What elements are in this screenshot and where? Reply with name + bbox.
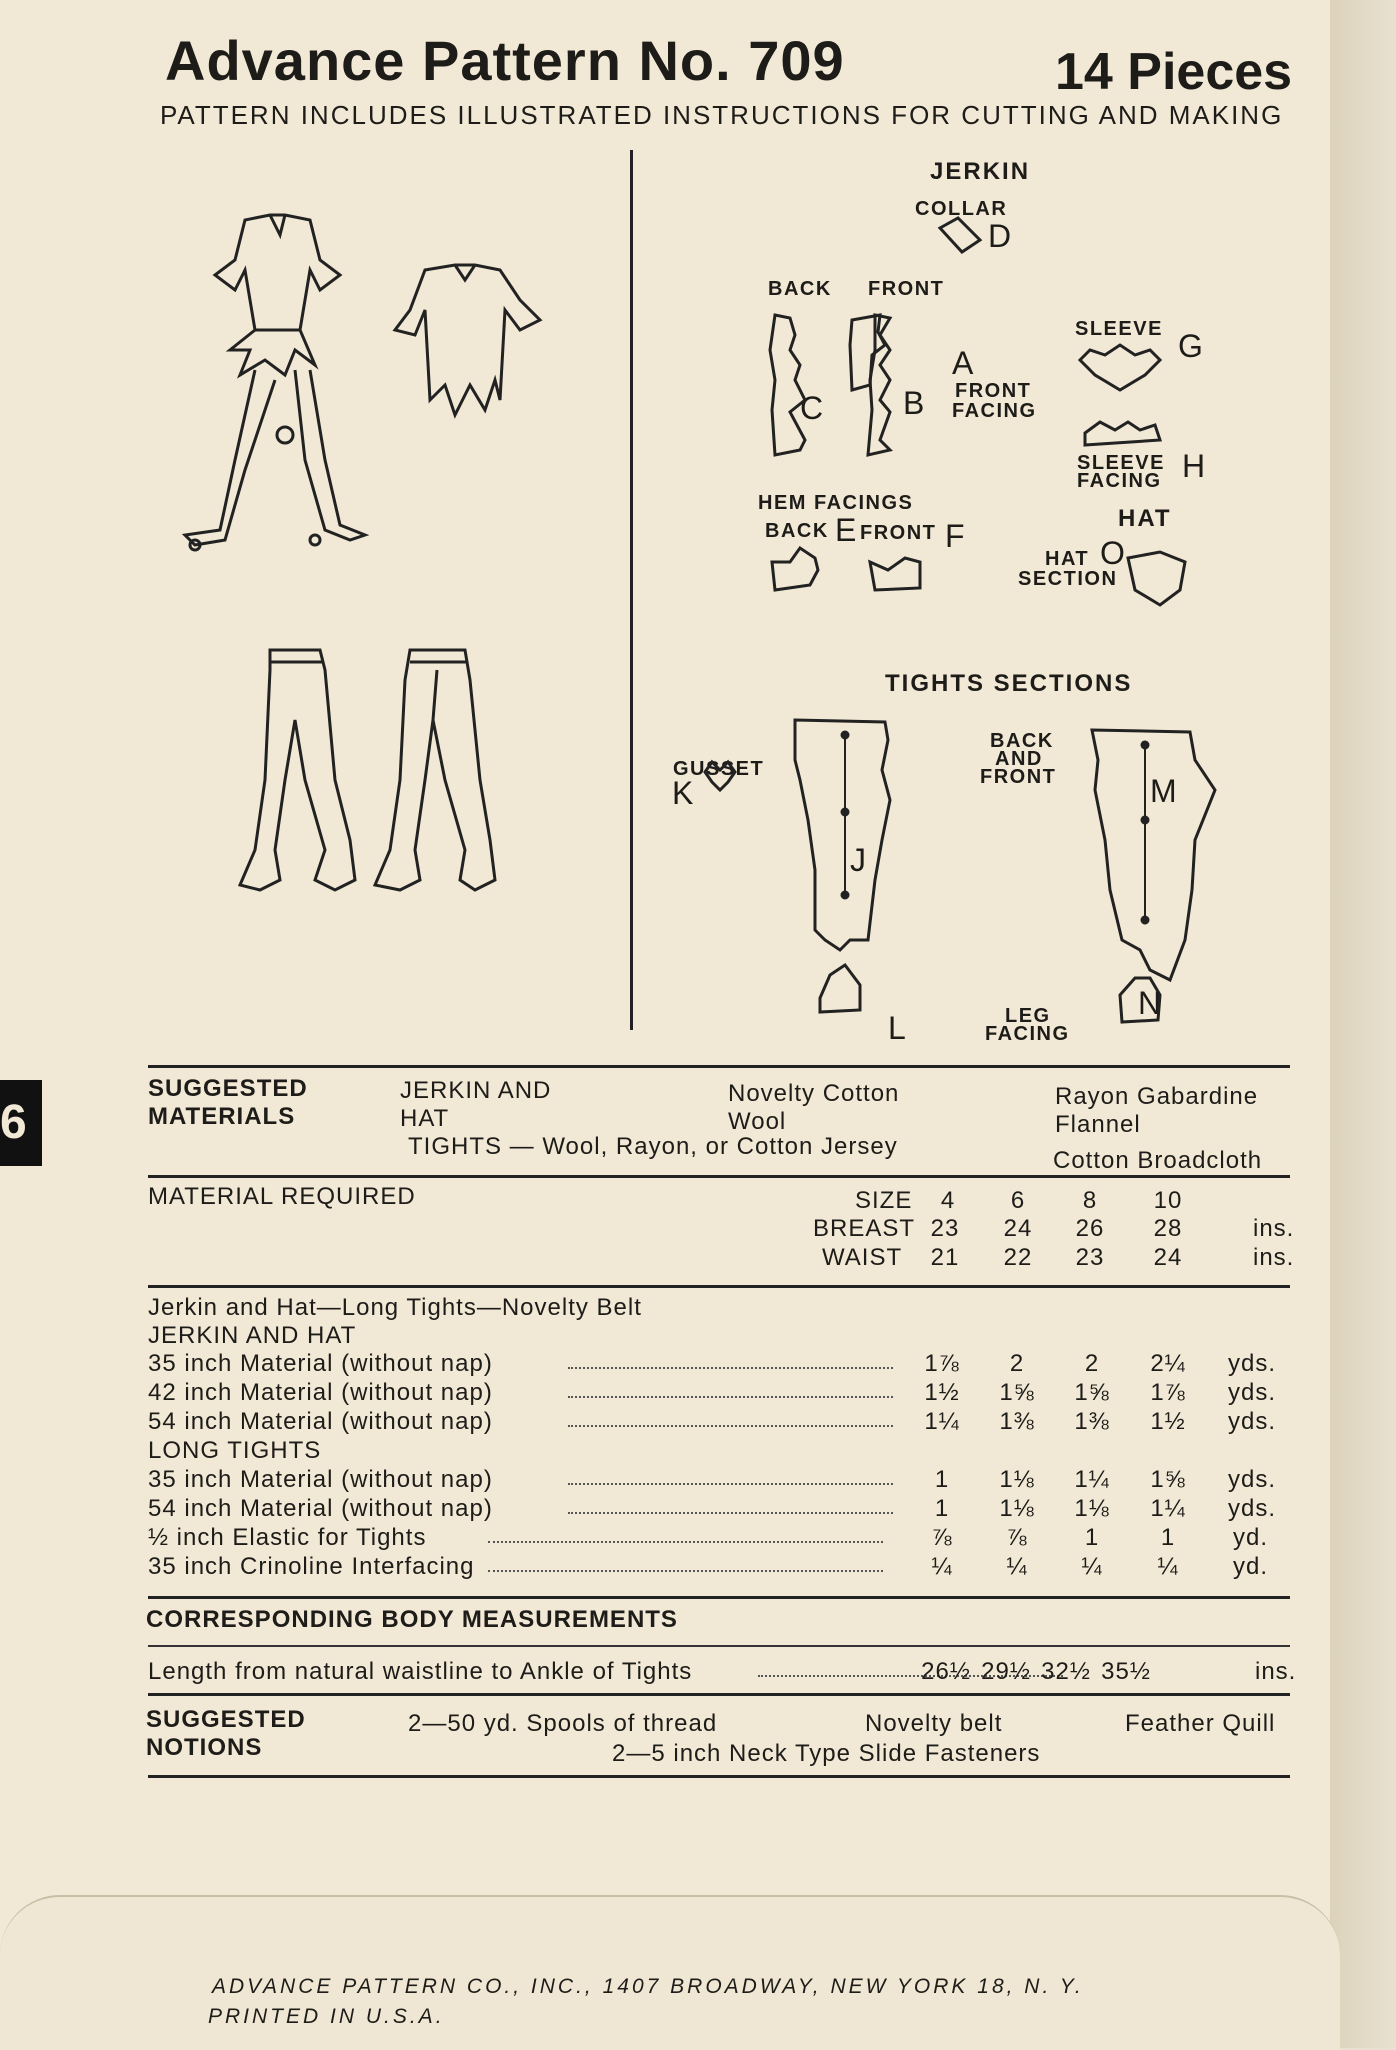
breast-6: 24 — [1003, 1215, 1033, 1242]
hem-back-label: BACK — [765, 520, 829, 542]
suggested-materials-label-1: SUGGESTED — [148, 1075, 308, 1102]
yardage-value: 1½ — [924, 1379, 960, 1406]
collar-piece-icon — [940, 218, 980, 252]
yardage-value: 1 — [1160, 1524, 1176, 1551]
rule-yardage — [148, 1285, 1290, 1288]
collar-label: COLLAR — [915, 198, 1008, 220]
hat-section-label-1: HAT — [1045, 548, 1090, 570]
piece-count: 14 Pieces — [1055, 43, 1293, 101]
gusset-label: GUSSET — [673, 758, 765, 780]
envelope-flap — [0, 1895, 1340, 2050]
waist-8: 23 — [1075, 1244, 1105, 1271]
sleeve-piece-icon — [1080, 345, 1160, 390]
yardage-value: 1⅞ — [924, 1350, 960, 1377]
yardage-value: 1 — [934, 1495, 950, 1522]
back-and-front-label-2: AND — [995, 748, 1043, 770]
yardage-row-label: 35 inch Material (without nap) — [148, 1466, 493, 1493]
company-address: ADVANCE PATTERN CO., INC., 1407 BROADWAY, NEW YORK 18, N. Y. — [212, 1975, 1084, 1998]
materials-jerkin-and: JERKIN AND — [400, 1077, 552, 1104]
materials-tights: TIGHTS — Wool, Rayon, or Cotton Jersey — [408, 1133, 898, 1160]
yardage-unit: yd. — [1233, 1553, 1269, 1580]
pattern-title: Advance Pattern No. 709 — [165, 29, 845, 92]
yardage-value: 1½ — [1150, 1408, 1186, 1435]
yardage-value: 1⅛ — [999, 1495, 1035, 1522]
notions-fasteners: 2—5 inch Neck Type Slide Fasteners — [612, 1740, 1041, 1767]
gusset-letter: K — [672, 775, 694, 811]
yardage-value: ¼ — [931, 1553, 953, 1580]
yardage-row — [148, 1408, 1298, 1437]
view-line: Jerkin and Hat—Long Tights—Novelty Belt — [148, 1294, 642, 1321]
front-label: FRONT — [868, 278, 945, 300]
yardage-row-label: 42 inch Material (without nap) — [148, 1379, 493, 1406]
yardage-value: 1¼ — [924, 1408, 960, 1435]
yardage-value: 2 — [1009, 1350, 1025, 1377]
hem-back-piece-icon — [772, 548, 818, 590]
tights-n-letter: N — [1138, 985, 1162, 1021]
dot-leader — [568, 1512, 893, 1514]
yardage-row — [148, 1466, 1298, 1495]
back-and-front-label-1: BACK — [990, 730, 1054, 752]
materials-hat: HAT — [400, 1105, 450, 1132]
rule-body-row — [148, 1645, 1290, 1647]
yardage-value: 2¼ — [1150, 1350, 1186, 1377]
dot-leader — [488, 1570, 883, 1572]
dot-leader — [568, 1367, 893, 1369]
materials-novelty-cotton: Novelty Cotton — [728, 1080, 900, 1107]
yardage-row — [148, 1495, 1298, 1524]
yardage-value: ⅞ — [931, 1524, 953, 1551]
body-measurement-6: 29½ — [981, 1658, 1031, 1685]
yardage-unit: yds. — [1228, 1379, 1277, 1406]
gusset-piece-icon — [705, 762, 735, 790]
breast-8: 26 — [1075, 1215, 1105, 1242]
leg-facing-label-1: LEG — [1005, 1005, 1051, 1027]
hem-front-piece-icon — [870, 558, 920, 590]
yardage-unit: yds. — [1228, 1350, 1277, 1377]
dot-leader — [568, 1425, 893, 1427]
hem-front-label: FRONT — [860, 522, 937, 544]
yardage-value: 1 — [1084, 1524, 1100, 1551]
waist-label: WAIST — [822, 1244, 903, 1271]
hat-section-label-2: SECTION — [1018, 568, 1118, 590]
tights-sections-heading: TIGHTS SECTIONS — [885, 670, 1133, 697]
tights-j-piece-icon — [795, 720, 890, 950]
yardage-value: 1⅛ — [999, 1466, 1035, 1493]
dot-leader — [568, 1483, 893, 1485]
body-measurements-heading: CORRESPONDING BODY MEASUREMENTS — [146, 1606, 678, 1633]
breast-label: BREAST — [813, 1215, 916, 1242]
tights-back-icon — [375, 650, 495, 890]
yardage-value: ¼ — [1081, 1553, 1103, 1580]
suggested-notions-label-2: NOTIONS — [146, 1734, 263, 1761]
yardage-value: 1¼ — [1074, 1466, 1110, 1493]
yardage-unit: yds. — [1228, 1466, 1277, 1493]
body-measurement-8: 32½ — [1041, 1658, 1091, 1685]
yardage-value: 1⅝ — [999, 1379, 1035, 1406]
breast-4: 23 — [930, 1215, 960, 1242]
yardage-value: 1¼ — [1150, 1495, 1186, 1522]
rule-body-measurements — [148, 1596, 1290, 1599]
yardage-value: 1⅝ — [1074, 1379, 1110, 1406]
collar-letter: D — [988, 218, 1012, 254]
materials-wool: Wool — [728, 1108, 787, 1135]
waist-4: 21 — [930, 1244, 960, 1271]
long-tights-heading: LONG TIGHTS — [148, 1437, 322, 1464]
sleeve-facing-letter: H — [1182, 448, 1206, 484]
envelope-side-edge — [1330, 0, 1396, 2048]
tights-l-letter: L — [888, 1010, 906, 1046]
hem-back-letter: E — [835, 512, 857, 548]
yardage-value: 1⅜ — [999, 1408, 1035, 1435]
sleeve-letter: G — [1178, 328, 1203, 364]
yardage-value: 1⅜ — [1074, 1408, 1110, 1435]
breast-unit: ins. — [1253, 1215, 1295, 1242]
front-facing-label-1: FRONT — [955, 380, 1032, 402]
yardage-value: ¼ — [1006, 1553, 1028, 1580]
sleeve-label: SLEEVE — [1075, 318, 1163, 340]
yardage-unit: yds. — [1228, 1495, 1277, 1522]
edge-tab-label: 6 — [0, 1096, 27, 1149]
dot-leader — [488, 1541, 883, 1543]
hat-heading: HAT — [1118, 505, 1172, 532]
yardage-row-label: 35 inch Crinoline Interfacing — [148, 1553, 475, 1580]
yardage-value: 1⅝ — [1150, 1466, 1186, 1493]
suggested-notions-label-1: SUGGESTED — [146, 1706, 306, 1733]
materials-cotton-broadcloth: Cotton Broadcloth — [1053, 1147, 1263, 1174]
jerkin-figure-front-icon — [185, 215, 365, 550]
size-10: 10 — [1153, 1187, 1183, 1214]
front-facing-piece-icon — [850, 315, 885, 390]
tights-m-letter: M — [1150, 773, 1177, 809]
size-4: 4 — [940, 1187, 956, 1214]
pattern-subtitle: PATTERN INCLUDES ILLUSTRATED INSTRUCTIONS FOR CUTTING AND MAKING — [160, 100, 1284, 130]
notions-thread: 2—50 yd. Spools of thread — [408, 1710, 718, 1737]
printed-in: PRINTED IN U.S.A. — [208, 2005, 445, 2028]
yardage-value: 1⅞ — [1150, 1379, 1186, 1406]
waist-unit: ins. — [1253, 1244, 1295, 1271]
notions-belt: Novelty belt — [865, 1710, 1003, 1737]
leg-facing-l-piece-icon — [820, 965, 860, 1012]
yardage-value: ¼ — [1157, 1553, 1179, 1580]
back-label: BACK — [768, 278, 832, 300]
body-measurement-4: 26½ — [921, 1658, 971, 1685]
yardage-row — [148, 1379, 1298, 1408]
facing-letter: A — [952, 345, 974, 381]
leg-facing-label-2: FACING — [985, 1023, 1070, 1045]
waist-6: 22 — [1003, 1244, 1033, 1271]
yardage-row-label: 54 inch Material (without nap) — [148, 1408, 493, 1435]
yardage-row — [148, 1553, 1298, 1582]
rule-bottom — [148, 1775, 1290, 1778]
yardage-unit: yds. — [1228, 1408, 1277, 1435]
sleeve-facing-label-2: FACING — [1077, 470, 1162, 492]
sleeve-facing-piece-icon — [1085, 422, 1160, 445]
yardage-row-label: 35 inch Material (without nap) — [148, 1350, 493, 1377]
suggested-materials-label-2: MATERIALS — [148, 1103, 296, 1130]
notions-quill: Feather Quill — [1125, 1710, 1276, 1737]
tights-front-icon — [240, 650, 355, 890]
leg-facing-n-piece-icon — [1120, 978, 1160, 1022]
size-8: 8 — [1082, 1187, 1098, 1214]
sleeve-facing-label-1: SLEEVE — [1077, 452, 1165, 474]
pattern-pieces-diagram — [640, 150, 1260, 1050]
size-6: 6 — [1010, 1187, 1026, 1214]
tights-j-letter: J — [850, 842, 866, 878]
yardage-value: 1 — [934, 1466, 950, 1493]
garment-illustrations — [175, 200, 575, 920]
waist-10: 24 — [1153, 1244, 1183, 1271]
yardage-row — [148, 1524, 1298, 1553]
edge-tab — [0, 1080, 42, 1166]
front-facing-label-2: FACING — [952, 400, 1037, 422]
yardage-value: 2 — [1084, 1350, 1100, 1377]
hem-front-letter: F — [945, 518, 965, 554]
yardage-unit: yd. — [1233, 1524, 1269, 1551]
rule-material-required — [148, 1175, 1290, 1178]
front-letter: B — [903, 385, 925, 421]
material-required-label: MATERIAL REQUIRED — [148, 1183, 416, 1210]
jerkin-hat-heading: JERKIN AND HAT — [148, 1322, 357, 1349]
body-measurement-10: 35½ — [1101, 1658, 1151, 1685]
body-measurement-unit: ins. — [1255, 1658, 1297, 1685]
tights-m-piece-icon — [1092, 730, 1215, 980]
dot-leader — [568, 1396, 893, 1398]
hat-letter: O — [1100, 535, 1125, 571]
breast-10: 28 — [1153, 1215, 1183, 1242]
center-divider — [630, 150, 633, 1030]
yardage-row — [148, 1350, 1298, 1379]
materials-rayon-gabardine: Rayon Gabardine — [1055, 1083, 1259, 1110]
hem-facings-label: HEM FACINGS — [758, 492, 914, 514]
back-letter: C — [800, 390, 824, 426]
back-and-front-label-3: FRONT — [980, 766, 1057, 788]
yardage-row-label: ½ inch Elastic for Tights — [148, 1524, 427, 1551]
yardage-value: 1⅛ — [1074, 1495, 1110, 1522]
yardage-value: ⅞ — [1006, 1524, 1028, 1551]
materials-flannel: Flannel — [1055, 1111, 1141, 1138]
rule-top-materials — [148, 1065, 1290, 1068]
hat-section-piece-icon — [1128, 552, 1185, 605]
body-measurement-label: Length from natural waistline to Ankle of Tights — [148, 1658, 693, 1685]
body-measurement-row — [148, 1658, 1298, 1687]
rule-notions — [148, 1693, 1290, 1696]
yardage-row-label: 54 inch Material (without nap) — [148, 1495, 493, 1522]
size-label: SIZE — [855, 1187, 913, 1214]
jerkin-heading: JERKIN — [930, 158, 1031, 185]
jerkin-back-icon — [395, 265, 540, 415]
back-piece-icon — [770, 315, 805, 455]
